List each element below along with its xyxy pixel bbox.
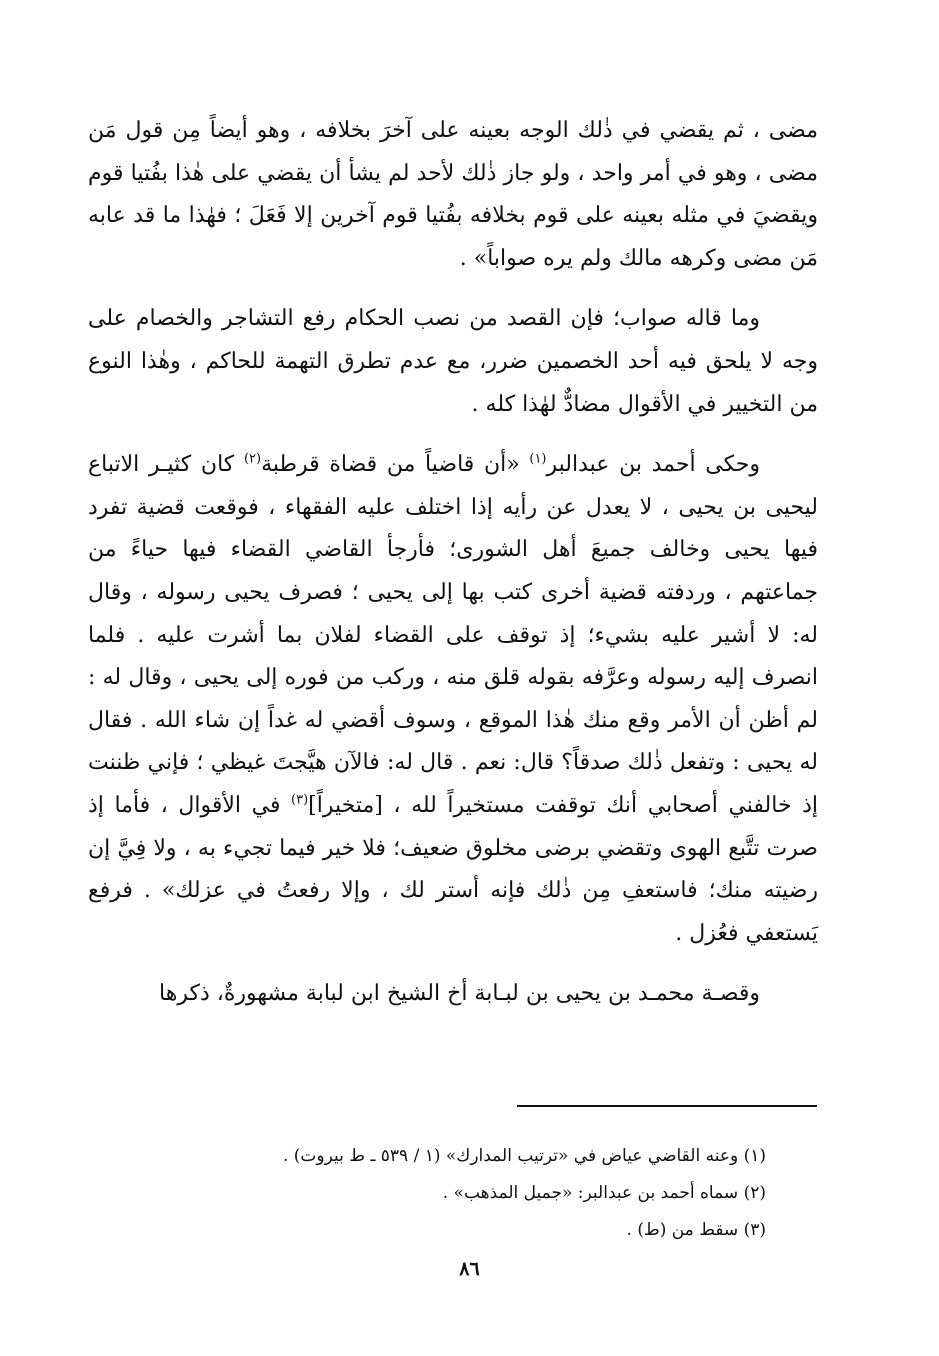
- page-number: ٨٦: [459, 1258, 480, 1280]
- text-line: وحكى أحمد بن عبدالبر: [546, 452, 760, 478]
- footnote-mark-2: (٢): [243, 451, 262, 467]
- footnote-mark-3: (٣): [291, 792, 309, 808]
- text-line: وهٰذا النوع من التخيير في الأقوال مضادٌّ لهٰذا كله .: [88, 348, 818, 417]
- footnote-separator: [517, 1105, 817, 1107]
- text-line: فيها يحيى وخالف جميعَ أهل الشورى؛ فأرجأ القاضي القضاء فيها حياءً من: [88, 537, 818, 563]
- paragraph-1: [88, 110, 818, 280]
- footnote-mark-1: (١): [529, 451, 547, 467]
- text-line: به ، ولا فِيَّ إن رضيته منك؛ فاستعفِ مِن ذٰلك فإنه أستر لك ، وإلا رفعتُ في: [88, 835, 819, 904]
- text-line: كان كثيـر الاتباع: [88, 452, 235, 478]
- paragraph-2: [88, 298, 818, 426]
- text-line: وما قاله صواب؛ فإن القصد من نصب الحكام رفع التشاجر والخصام: [135, 306, 760, 332]
- footnote-1: (١) وعنه القاضي عياض في «ترتيب المدارك» (١ / ٥٣٩ ـ ط بيروت) .: [282, 1146, 766, 1166]
- text-line: لم أظن أن الأمر وقع منك هٰذا الموقع ، وسوف أقضي له غداً إن شاء الله . فقال: [88, 707, 818, 733]
- text-line: ظننت إذ خالفني أصحابي أنك توقفت مستخيراً لله ، [متخيراً]: [88, 750, 819, 818]
- text-line: في الأقوال ،: [160, 792, 281, 818]
- text-line: قد عابه مَن مضى وكرهه مالك ولم يره صواباً» .: [88, 203, 818, 271]
- footnote-2: (٢) سماه أحمد بن عبدالبر: «جميل المذهب» .: [442, 1183, 766, 1203]
- text-line: فأما إذ صرت تتَّبع الهوى وتقضي برضى مخلوق ضعيف؛ فلا خير فيما تجيء: [88, 792, 818, 861]
- text-line: له يحيى : وتفعل ذٰلك صدقاً؟ قال: نعم . قال له: فالآن هيَّجتَ غيظي ؛ فإني: [147, 750, 818, 776]
- text-line: قوم ويقضيَ في مثله بعينه على قوم بخلافه بفُتيا قوم آخرين إلا فَعَلَ ؛ فهٰذا ما: [88, 160, 818, 229]
- text-line: وقصـة محمـد بن يحيى بن لبـابة أخ الشيخ ابن لبابة مشهورةٌ، ذكرها: [159, 981, 760, 1007]
- main-text: [88, 110, 818, 1034]
- paragraph-3: [88, 444, 818, 955]
- text-line: انصرف إليه رسوله وعرَّفه بقوله قلق منه ، وركب من فوره إلى يحيى ، وقال له :: [88, 665, 818, 691]
- text-line: على وجه لا يلحق فيه أحد الخصمين ضرر، مع عدم تطرق التهمة للحاكم ،: [88, 306, 819, 374]
- text-line: عزلك» . فرفع يَستعفي فعُزل .: [88, 878, 818, 946]
- text-line: مضى ، وهو في أمر واحد ، ولو جاز ذٰلك لأحد لم يشأ أن يقضي على هٰذا بفُتيا: [130, 160, 818, 186]
- text-line: ليحيى بن يحيى ، لا يعدل عن رأيه إذا اختلف عليه الفقهاء ، فوقعت قضية تفرد: [88, 494, 818, 520]
- footnotes: [88, 1138, 818, 1249]
- paragraph-4: [88, 973, 818, 1016]
- text-line: له: لا أشير عليه بشيء؛ إذ توقف على القضاء لفلان بما أشرت عليه . فلما: [88, 622, 818, 648]
- footnote-3: (٣) سقط من (ط) .: [626, 1220, 766, 1240]
- text-line: مضى ، ثم يقضي في ذٰلك الوجه بعينه على آخرَ بخلافه ، وهو أيضاً مِن قول مَن: [88, 118, 818, 143]
- text-line: جماعتهم ، وردفته قضية أخرى كتب بها إلى يحيى ؛ فصرف يحيى رسوله ، وقال: [88, 579, 818, 605]
- text-line: «أن قاضياً من قضاة قرطبة: [261, 452, 520, 478]
